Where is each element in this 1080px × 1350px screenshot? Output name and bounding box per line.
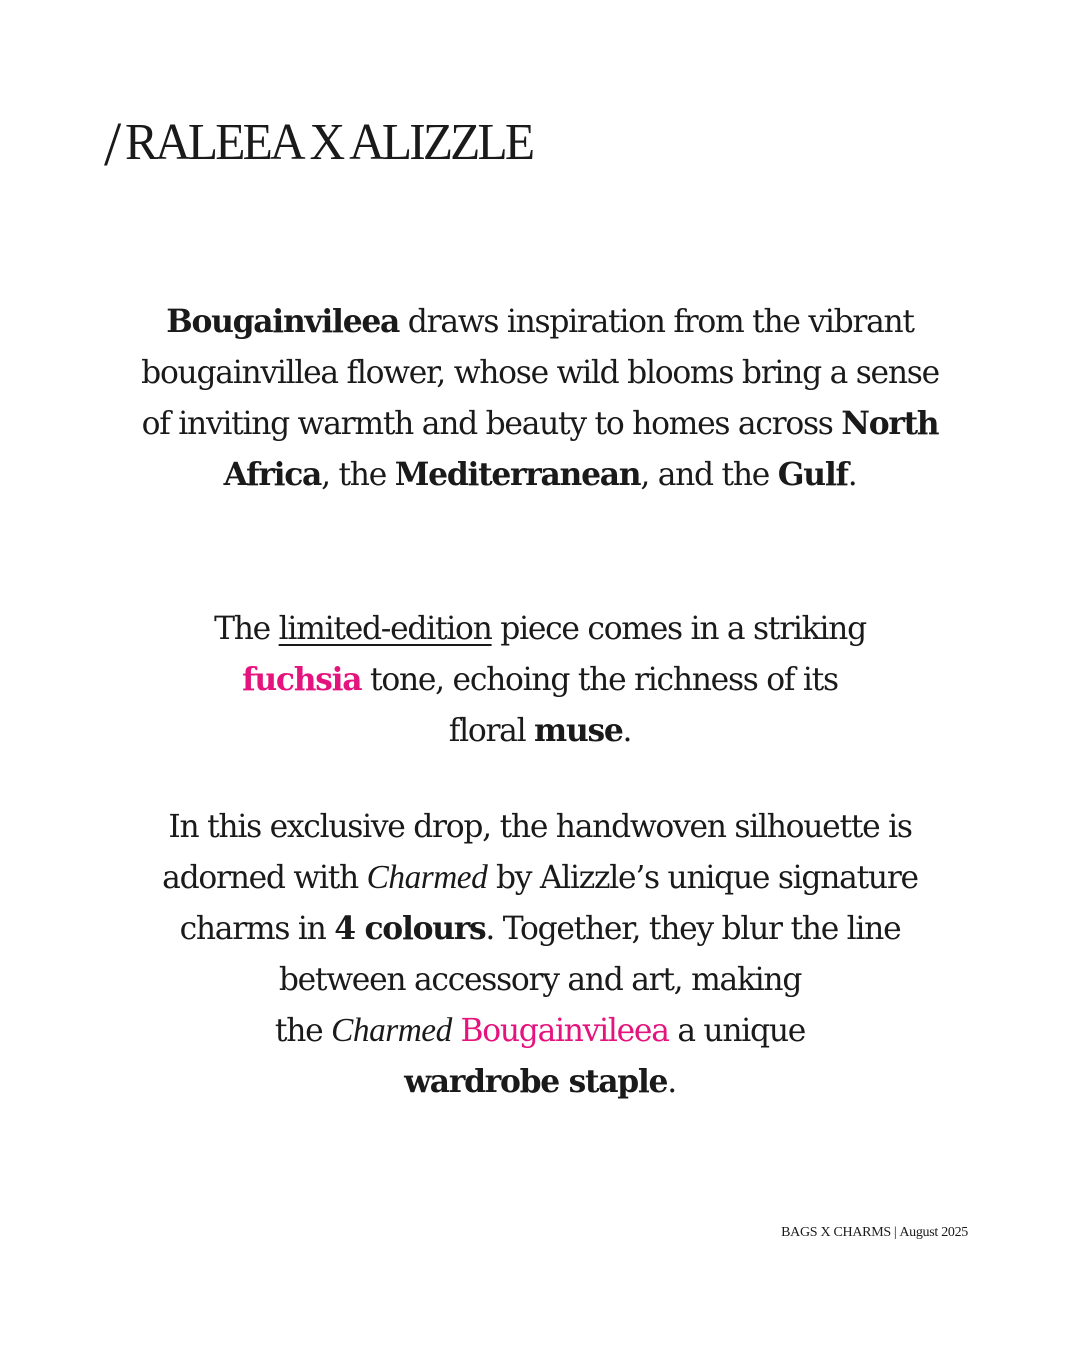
paragraph-text: . (622, 711, 632, 749)
region-gulf: Gulf (777, 455, 848, 493)
paragraph-text: draws inspiration from the vibrant bougainvillea flower, whose wild blooms bring a sense of inviting warmth and beauty to homes across (141, 302, 939, 442)
paragraph-text (452, 1011, 461, 1049)
paragraph-text: , the (321, 455, 395, 493)
paragraph-inspiration (128, 296, 951, 500)
paragraph-text: In this exclusive drop, the handwoven silhouette is adorned with (162, 807, 912, 896)
brand-name: Bougainvileea (166, 302, 400, 340)
paragraph-text: by Alizzle’s unique signature charms in (179, 858, 918, 947)
title-slash: / (104, 111, 122, 179)
paragraph-exclusive-drop (128, 801, 951, 1107)
colours-count: 4 colours (334, 909, 486, 947)
region-mediterranean: Mediterranean (394, 455, 641, 493)
paragraph-text: a unique (668, 1011, 806, 1049)
limited-edition-text: limited-edition (278, 609, 492, 647)
footer-caption (781, 1223, 968, 1243)
muse-word: muse (534, 711, 623, 749)
paragraph-text: tone, echoing the richness of its (361, 660, 838, 698)
paragraph-text: , and the (640, 455, 778, 493)
footer-date: August 2025 (899, 1225, 968, 1240)
fuchsia-word: fuchsia (242, 660, 362, 698)
charmed-script-logo: Charmed (331, 1012, 452, 1049)
paragraph-text: piece comes in a striking (491, 609, 866, 647)
paragraph-text: . Together, they blur the line between accessory and art, making (278, 909, 901, 998)
footer-separator: | (893, 1225, 897, 1240)
footer-label: BAGS X CHARMS (781, 1225, 891, 1240)
paragraph-text: The (214, 609, 279, 647)
paragraph-text: . (847, 455, 857, 493)
paragraph-limited-edition (128, 603, 951, 756)
region-north-africa: North Africa (223, 404, 939, 493)
paragraph-text: . (667, 1062, 676, 1100)
brand-name-pink: Bougainvileea (460, 1011, 669, 1049)
paragraph-text: floral (448, 711, 535, 749)
charmed-script-logo: Charmed (366, 859, 488, 896)
title-text: RALEEA X ALIZZLE (125, 114, 533, 171)
paragraph-text: the (274, 1011, 332, 1049)
page-title (104, 108, 554, 178)
wardrobe-staple: wardrobe staple (404, 1062, 668, 1100)
